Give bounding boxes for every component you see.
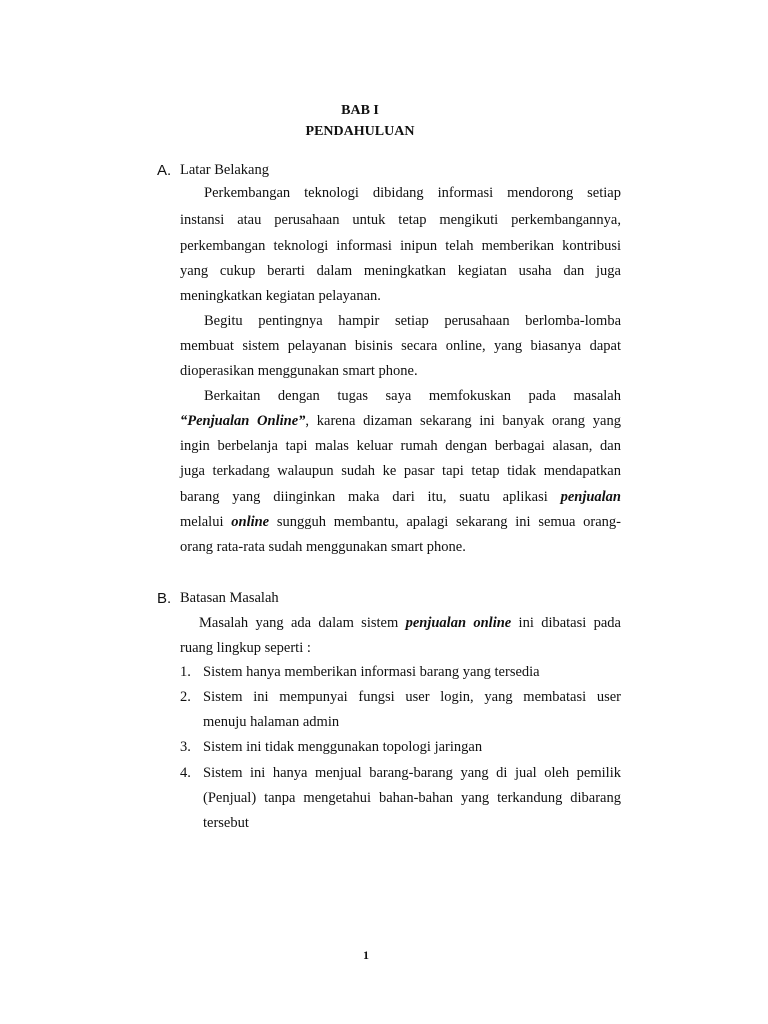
text-run: barang yang diinginkan maka dari itu, suatu aplikasi	[180, 489, 561, 505]
paragraph-line	[180, 488, 621, 506]
section-b-marker: B.	[157, 590, 172, 607]
section-b-heading: Batasan Masalah	[180, 590, 279, 606]
list-item-continuation: tersebut	[203, 815, 249, 831]
paragraph-line: perkembangan teknologi informasi inipun telah memberikan kontribusi	[180, 238, 621, 254]
paragraph-line	[199, 614, 621, 632]
paragraph-line: ruang lingkup seperti :	[180, 640, 311, 656]
chapter-number: BAB I	[341, 103, 379, 118]
paragraph-line	[180, 513, 621, 531]
chapter-title: PENDAHULUAN	[305, 124, 415, 139]
list-number: 1.	[180, 664, 191, 680]
list-item-continuation: menuju halaman admin	[203, 714, 340, 730]
text-run: Masalah yang ada dalam sistem	[199, 615, 406, 631]
section-a-marker: A.	[157, 162, 172, 179]
paragraph-line: juga terkadang walaupun sudah ke pasar tapi tetap tidak mendapatkan	[180, 463, 621, 479]
paragraph-line: instansi atau perusahaan untuk tetap mengikuti perkembangannya,	[180, 212, 621, 228]
list-item-continuation: (Penjual) tanpa mengetahui bahan-bahan yang terkandung dibarang	[203, 790, 621, 806]
emphasis-text: penjualan online	[405, 615, 512, 631]
list-item: Sistem hanya memberikan informasi barang yang tersedia	[203, 664, 540, 680]
emphasis-text: penjualan	[560, 489, 621, 505]
paragraph-line	[180, 412, 621, 430]
section-a-heading: Latar Belakang	[180, 162, 269, 178]
list-number: 3.	[180, 739, 191, 755]
paragraph-line: Perkembangan teknologi dibidang informasi mendorong setiap	[204, 185, 621, 201]
paragraph-line: dioperasikan menggunakan smart phone.	[180, 363, 418, 379]
paragraph-line: orang rata-rata sudah menggunakan smart phone.	[180, 539, 466, 555]
paragraph-line: Berkaitan dengan tugas saya memfokuskan pada masalah	[204, 388, 621, 404]
list-number: 2.	[180, 689, 191, 705]
emphasis-text: “Penjualan Online”	[180, 413, 306, 429]
text-run: melalui	[180, 514, 232, 530]
list-item: Sistem ini tidak menggunakan topologi jaringan	[203, 739, 483, 755]
text-run: sungguh membantu, apalagi sekarang ini semua orang-	[269, 514, 621, 530]
text-run: , karena dizaman sekarang ini banyak orang yang	[305, 413, 621, 429]
list-item: Sistem ini mempunyai fungsi user login, yang membatasi user	[203, 689, 621, 705]
paragraph-line: yang cukup berarti dalam meningkatkan kegiatan usaha dan juga	[180, 263, 621, 279]
list-number: 4.	[180, 765, 191, 781]
text-run: ini dibatasi pada	[511, 615, 621, 631]
page-number: 1	[363, 948, 369, 962]
emphasis-text: online	[231, 514, 270, 530]
paragraph-line: meningkatkan kegiatan pelayanan.	[180, 288, 381, 304]
paragraph-line: Begitu pentingnya hampir setiap perusahaan berlomba-lomba	[204, 313, 621, 329]
paragraph-line: ingin berbelanja tapi malas keluar rumah dengan berbagai alasan, dan	[180, 438, 621, 454]
list-item: Sistem ini hanya menjual barang-barang yang di jual oleh pemilik	[203, 765, 621, 781]
paragraph-line: membuat sistem pelayanan bisinis secara online, yang biasanya dapat	[180, 338, 621, 354]
